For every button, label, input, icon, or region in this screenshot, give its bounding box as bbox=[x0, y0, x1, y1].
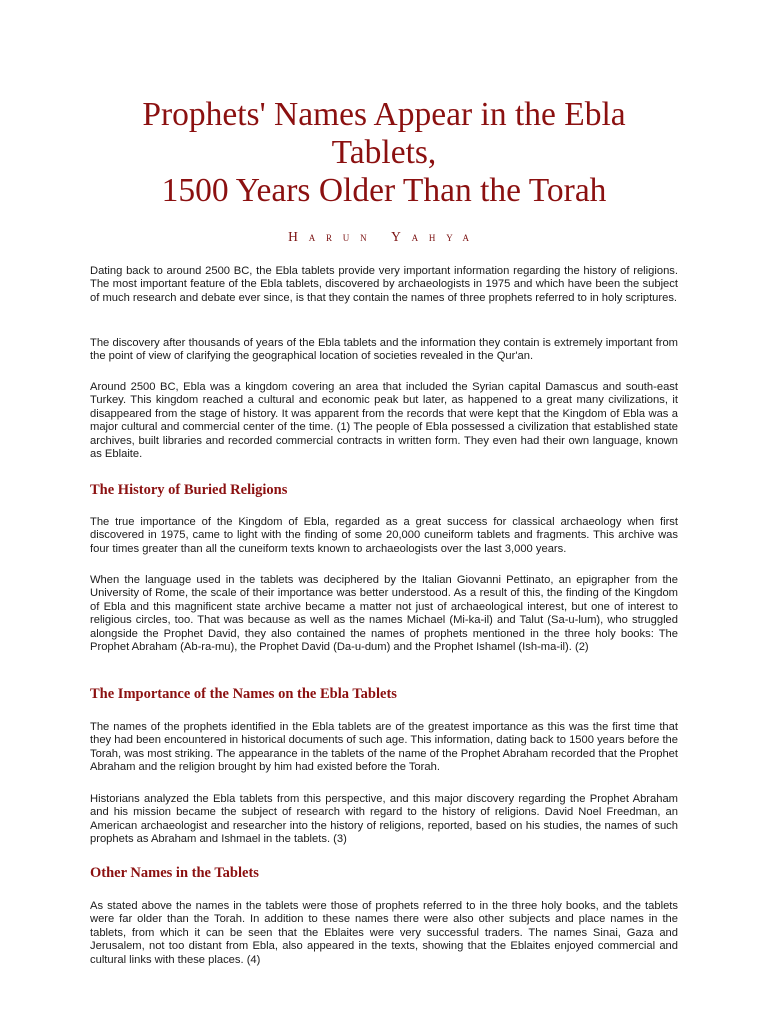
article-title bbox=[90, 96, 678, 210]
intro-paragraph: Dating back to around 2500 BC, the Ebla tablets provide very important information regarding the history of religions. The most important feature of the Ebla tablets, discovered by archaeologists in 1975 and which have been the subject of much research and debate ever since, is that they contain the names of three prophets referred to in holy scriptures. bbox=[90, 265, 678, 304]
section-paragraph: Historians analyzed the Ebla tablets from this perspective, and this major discovery regarding the Prophet Abraham and his mission became the subject of research with regard to the history of religions. David Noel Freedman, an American archaeologist and researcher into the history of religions, reported, based on his studies, the names of such prophets as Abraham and Ishmael in the tablets. (3) bbox=[90, 793, 678, 846]
title-line: 1500 Years Older Than the Torah bbox=[161, 172, 607, 209]
title-line: Prophets' Names Appear in the Ebla bbox=[142, 96, 626, 133]
section-heading: The History of Buried Religions bbox=[90, 482, 288, 498]
section-paragraph: The names of the prophets identified in the Ebla tablets are of the greatest importance as this was the first time that they had been encountered in historical documents of such age. This information, dating back to 1500 years before the Torah, was most striking. The appearance in the tablets of the name of the Prophet Abraham recorded that the Prophet Abraham and the religion brought by him had existed before the Torah. bbox=[90, 721, 678, 774]
intro-paragraph: Around 2500 BC, Ebla was a kingdom covering an area that included the Syrian capital Damascus and south-east Turkey. This kingdom reached a cultural and economic peak but later, as happened to a great many civilizations, it disappeared from the stage of history. It was apparent from the records that were kept that the Kingdom of Ebla was a major cultural and commercial center of the time. (1) The people of Ebla possessed a civilization that established state archives, built libraries and recorded commercial contracts in written form. They even had their own language, known as Eblaite. bbox=[90, 381, 678, 461]
section-heading: Other Names in the Tablets bbox=[90, 865, 259, 881]
title-line: Tablets, bbox=[331, 134, 437, 171]
section-paragraph: As stated above the names in the tablets were those of prophets referred to in the three holy books, and the tablets were far older than the Torah. In addition to these names there were also other subjects and place names in the tablets, from which it can be seen that the Eblaites were very successful traders. The names Sinai, Gaza and Jerusalem, not too distant from Ebla, also appeared in the texts, showing that the Eblaites enjoyed commercial and cultural links with these places. (4) bbox=[90, 900, 678, 966]
author-byline: Harun Yahya bbox=[288, 229, 480, 244]
section-heading: The Importance of the Names on the Ebla Tablets bbox=[90, 686, 397, 702]
section-paragraph: When the language used in the tablets was deciphered by the Italian Giovanni Pettinato, an epigrapher from the University of Rome, the scale of their importance was better understood. As a result of this, the finding of the Kingdom of Ebla and this magnificent state archive became a matter not just of archaeological interest, but one of interest to religious circles, too. That was because as well as the names Michael (Mi-ka-il) and Talut (Sa-u-lum), who struggled alongside the Prophet David, they also contained the names of prophets mentioned in the three holy books: The Prophet Abraham (Ab-ra-mu), the Prophet David (Da-u-dum) and the Prophet Ishamel (Ish-ma-il). (2) bbox=[90, 574, 678, 654]
intro-paragraph: The discovery after thousands of years of the Ebla tablets and the information they contain is extremely important from the point of view of clarifying the geographical location of societies revealed in the Qur'an. bbox=[90, 337, 678, 363]
section-paragraph: The true importance of the Kingdom of Ebla, regarded as a great success for classical archaeology when first discovered in 1975, came to light with the finding of some 20,000 cuneiform tablets and fragments. This archive was four times greater than all the cuneiform texts known to archaeologists over the last 3,000 years. bbox=[90, 516, 678, 555]
